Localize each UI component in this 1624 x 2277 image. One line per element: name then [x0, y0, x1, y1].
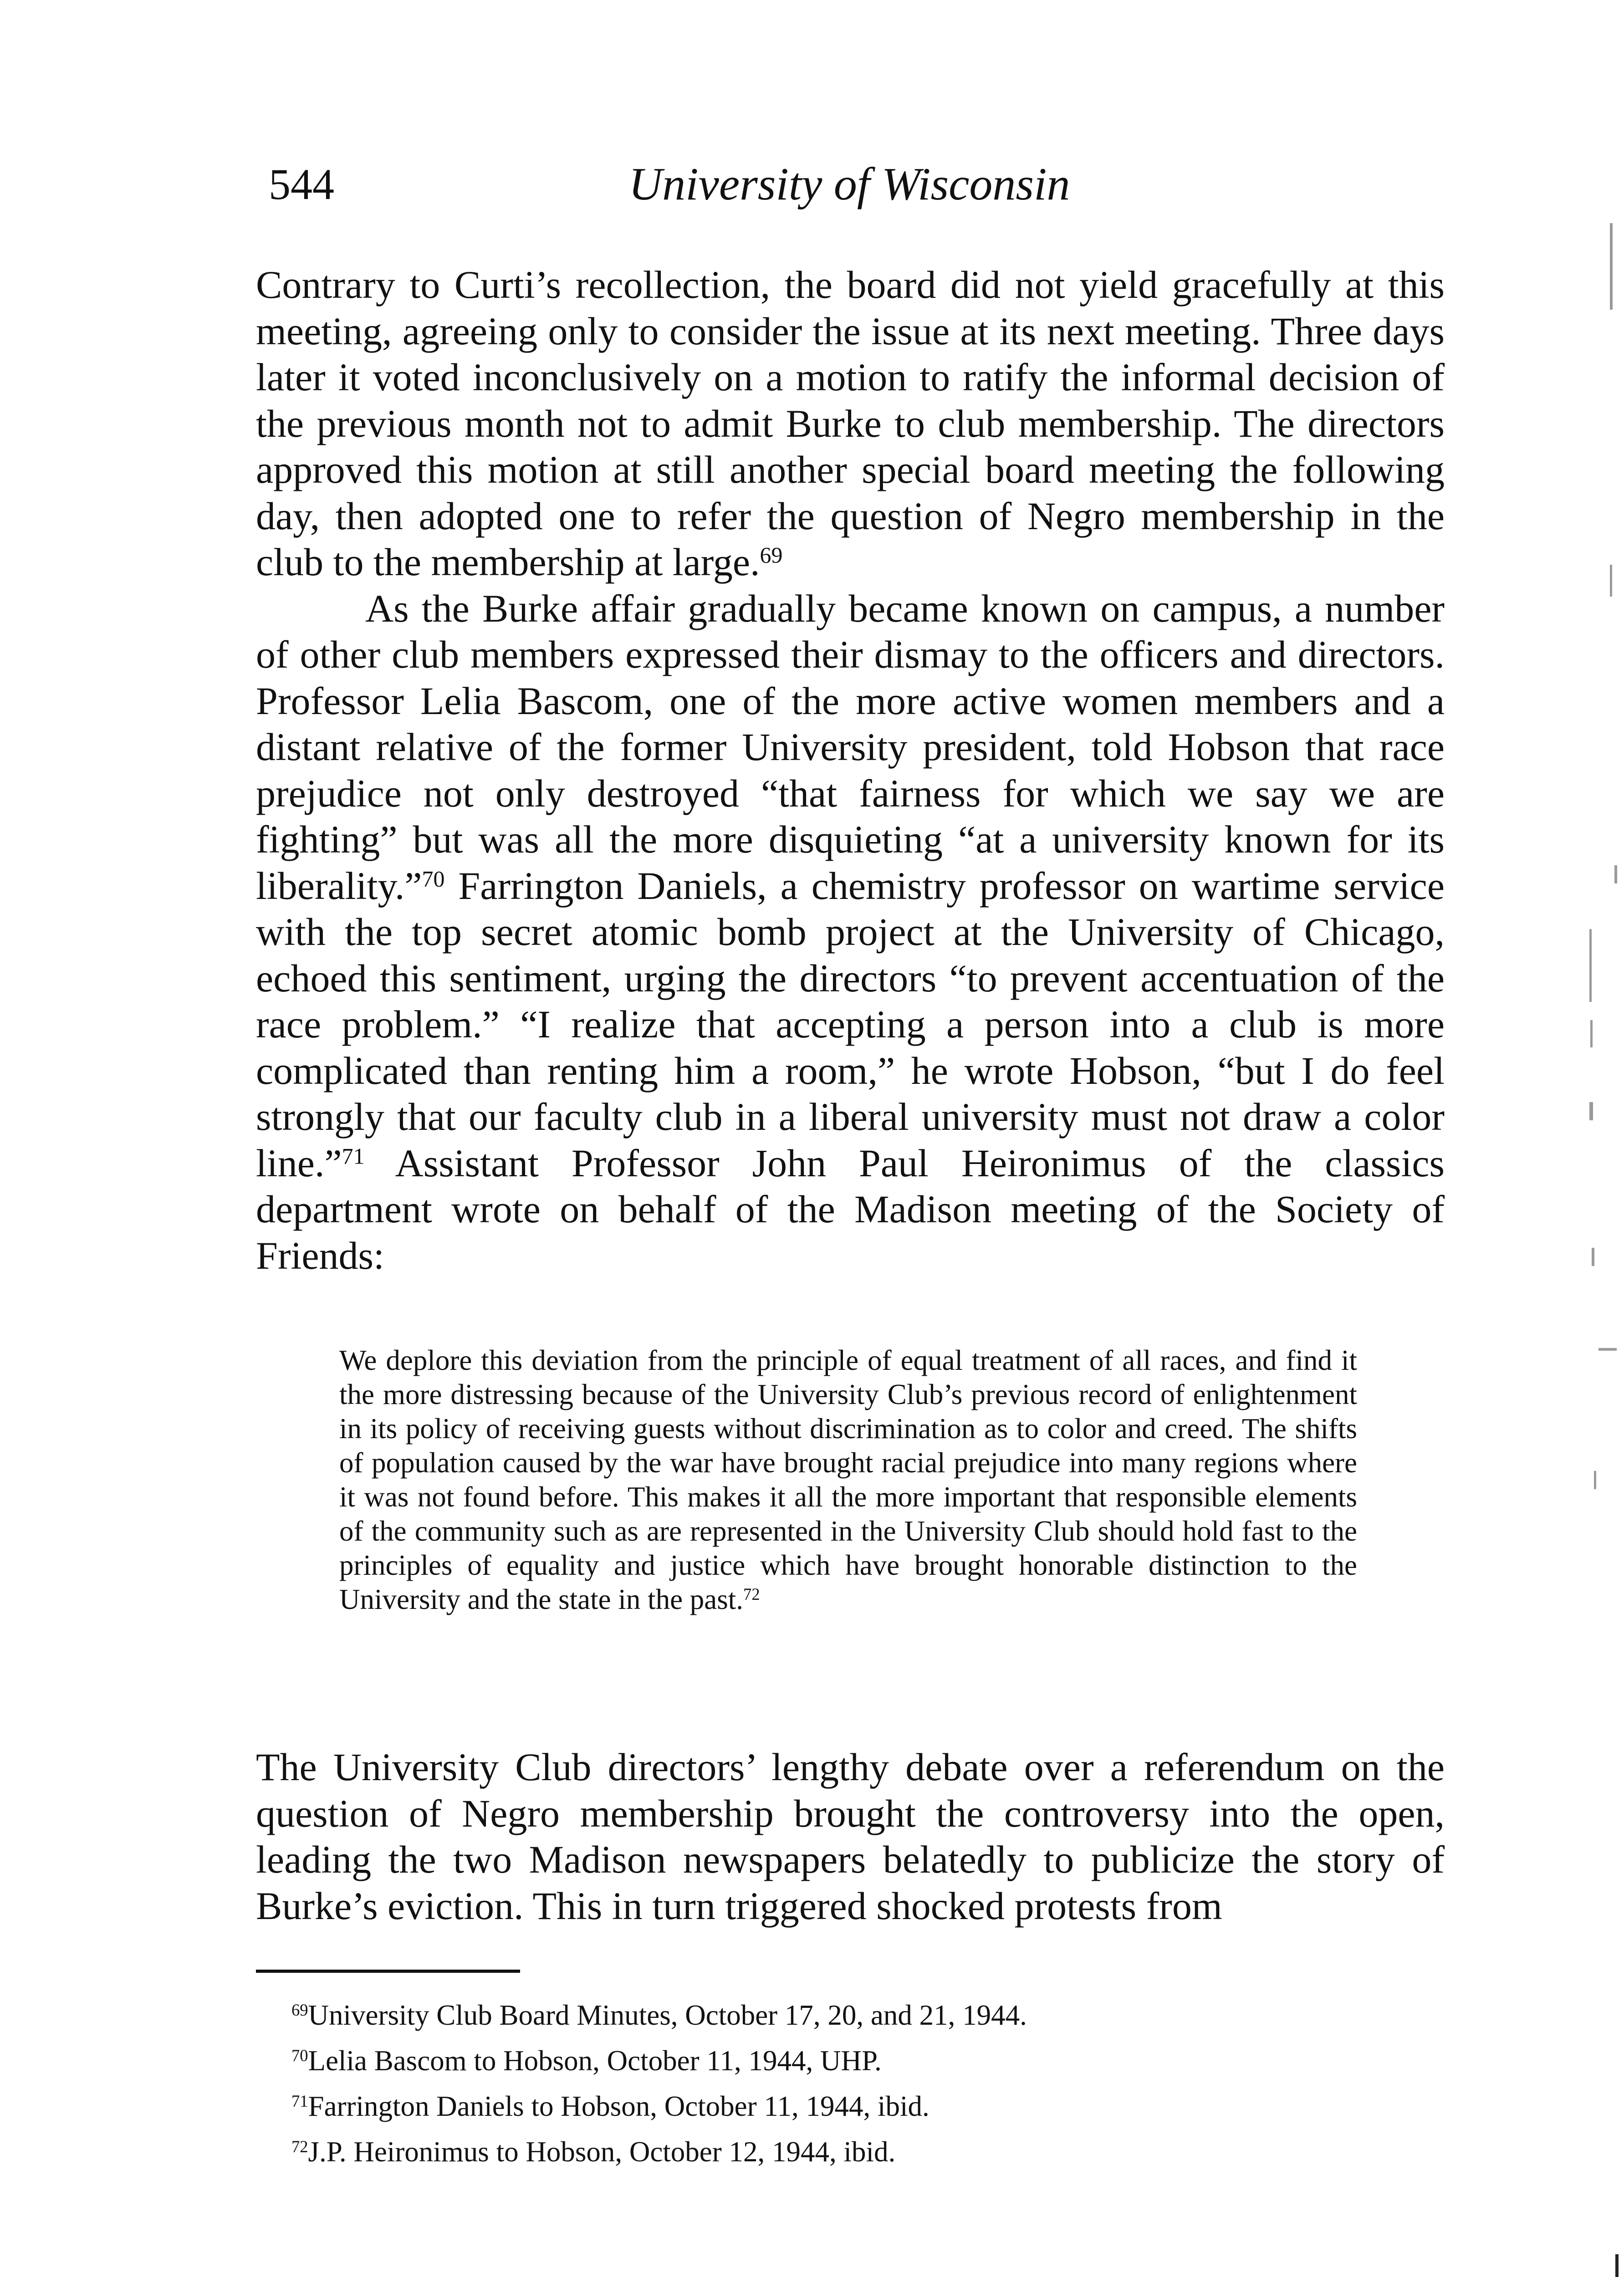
- page-header: [269, 155, 1430, 214]
- footnotes: [291, 1992, 1430, 2175]
- paragraph-2-text-b: Farrington Daniels, a chemistry professor on wartime service with the top secret atomic bomb project at the University of Chicago, echoed this sentiment, urging the directors “to prevent accentuation of the race problem.” “I realize that accepting a person into a club is more complicated than renting him a room,” he wrote Hobson, “but I do feel strongly that our faculty club in a liberal university must not draw a color line.”: [256, 863, 1445, 1185]
- footnote-70: [291, 2038, 1430, 2083]
- footnote-text: University Club Board Minutes, October 17, 20, and 21, 1944.: [308, 1999, 1027, 2031]
- paragraph-3: [256, 1744, 1445, 1929]
- scan-mark: [1589, 929, 1592, 1002]
- footnote-number: 69: [291, 2000, 308, 2019]
- footnote-ref-70: 70: [422, 866, 445, 892]
- scan-mark: [1592, 1248, 1594, 1266]
- body-text-upper: [256, 262, 1445, 1279]
- footnote-text: Lelia Bascom to Hobson, October 11, 1944, UHP.: [308, 2045, 882, 2077]
- footnote-text: Farrington Daniels to Hobson, October 11, 1944, ibid.: [308, 2090, 929, 2122]
- body-text-lower: [256, 1744, 1445, 1929]
- running-head: University of Wisconsin: [628, 158, 1070, 210]
- paragraph-2-text-c: Assistant Professor John Paul Heironimus of the classics department wrote on behalf of the Madison meeting of the Society of Friends:: [256, 1141, 1445, 1277]
- footnote-ref-69: 69: [760, 542, 783, 568]
- footnote-ref-71: 71: [342, 1144, 365, 1169]
- block-quote-text: We deplore this deviation from the principle of equal treatment of all races, and find it the more distressing because of the University Club’s previous record of enlightenment in its policy of receiving guests without discrimination as to color and creed. The shifts of population caused by the war have brought racial prejudice into many regions where it was not found before. This makes it all the more important that responsible elements of the community such as are represented in the University Club should hold fast to the principles of equality and justice which have brought honorable distinction to the University and the state in the past.: [339, 1344, 1357, 1615]
- scan-mark: [1610, 223, 1613, 310]
- footnote-rule: [256, 1970, 520, 1973]
- paragraph-1-text: Contrary to Curti’s recollection, the board did not yield gracefully at this meeting, agreeing only to consider the issue at its next meeting. Three days later it voted inconclusively on a motion to ratify the informal decision of the previous month not to admit Burke to club membership. The directors approved this motion at still another special board meeting the following day, then adopted one to refer the question of Negro membership in the club to the membership at large.: [256, 263, 1445, 584]
- paragraph-2: [256, 586, 1445, 1279]
- block-quote: [339, 1343, 1357, 1617]
- page-number: 544: [269, 160, 334, 209]
- footnote-71: [291, 2083, 1430, 2129]
- scan-mark: [1590, 1020, 1593, 1047]
- footnote-text: J.P. Heironimus to Hobson, October 12, 1944, ibid.: [308, 2136, 896, 2168]
- scan-mark: [1594, 1471, 1596, 1489]
- footnote-number: 70: [291, 2046, 308, 2065]
- footnote-69: [291, 1992, 1430, 2038]
- paragraph-3-text: The University Club directors’ lengthy debate over a referendum on the question of Negro membership brought the controversy into the open, leading the two Madison newspapers belatedly to publicize the story of Burke’s eviction. This in turn triggered shocked protests from: [256, 1745, 1445, 1928]
- footnote-number: 72: [291, 2137, 308, 2156]
- scan-mark: [1589, 1102, 1593, 1120]
- footnote-72: [291, 2129, 1430, 2175]
- scan-mark: [1610, 565, 1612, 597]
- scan-mark: [1615, 2254, 1619, 2277]
- paragraph-2-text-a: As the Burke affair gradually became known on campus, a number of other club members expressed their dismay to the officers and directors. Professor Lelia Bascom, one of the more active women members and a distant relative of the former University president, told Hobson that race prejudice not only destroyed “that fairness for which we say we are fighting” but was all the more disquieting “at a university known for its liberality.”: [256, 586, 1445, 908]
- footnote-ref-72: 72: [743, 1584, 760, 1603]
- footnote-number: 71: [291, 2091, 308, 2110]
- block-quote-paragraph: [339, 1343, 1357, 1617]
- scan-mark: [1614, 865, 1617, 883]
- paragraph-1: [256, 262, 1445, 586]
- scan-mark: [1598, 1348, 1617, 1351]
